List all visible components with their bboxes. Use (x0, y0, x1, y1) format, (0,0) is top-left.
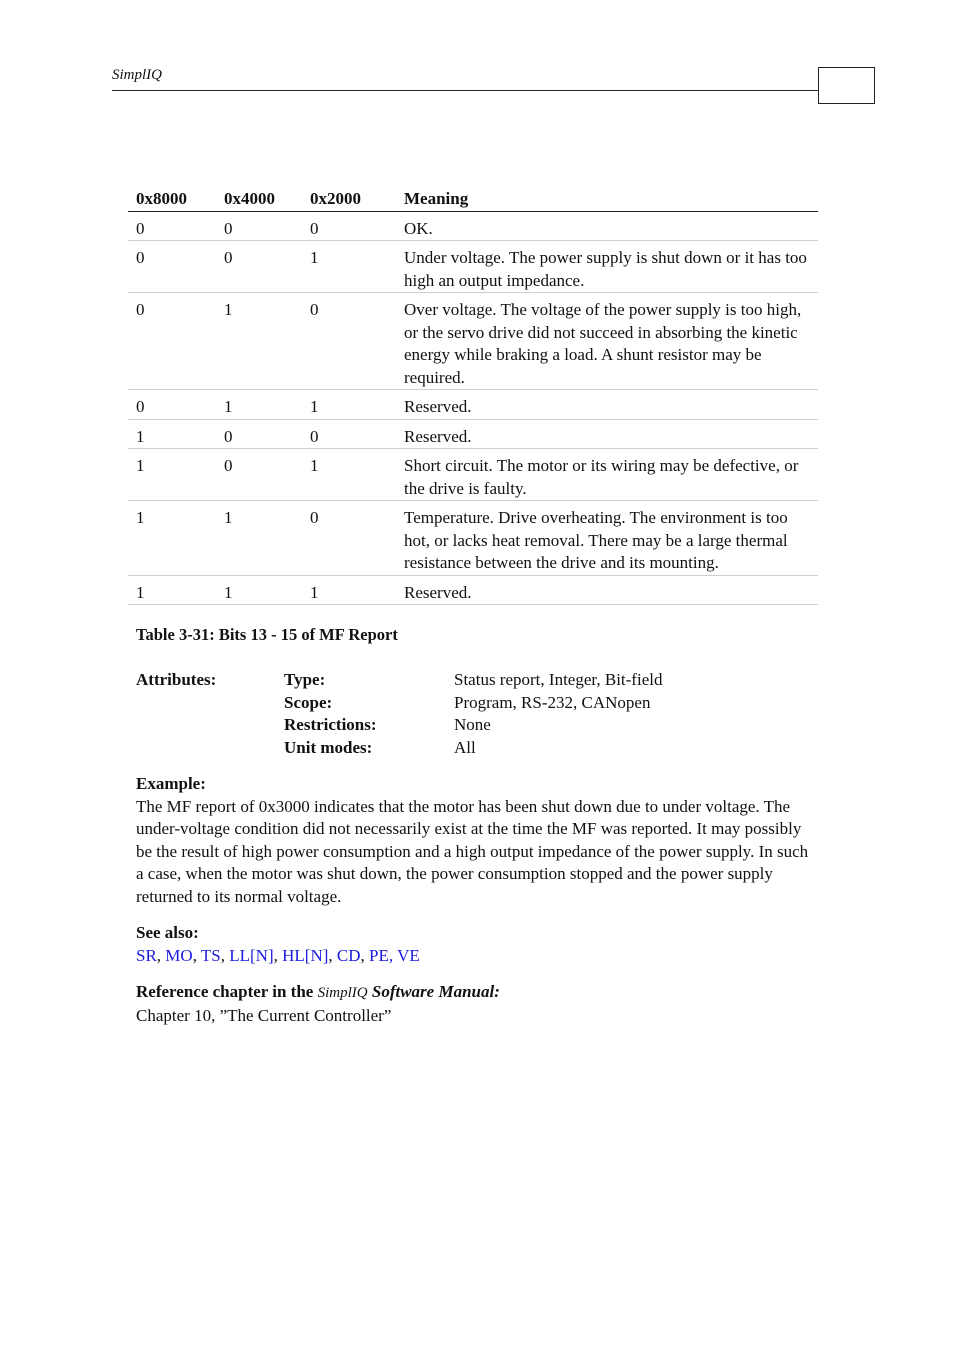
table-row (128, 390, 818, 420)
example-title: Example: (136, 774, 206, 793)
reference-section (136, 981, 818, 1027)
reference-prefix: Reference chapter in the (136, 982, 318, 1001)
link-mo[interactable]: MO (165, 945, 193, 965)
example-section (136, 773, 818, 908)
table-cell: 0 (128, 390, 216, 420)
page-number-box (818, 67, 875, 104)
table-cell: Over voltage. The voltage of the power supply is too high, or the servo drive did not succeed in absorbing the kinetic energy while braking a load. A shunt resistor may be required. (396, 293, 818, 390)
table-cell: 0 (128, 241, 216, 293)
table-cell: 0 (302, 293, 396, 390)
header-brand: SimplIQ (112, 67, 162, 83)
table-cell: 0 (216, 419, 302, 449)
link-ve[interactable]: VE (397, 945, 420, 965)
table-cell: 0 (128, 293, 216, 390)
attribute-value: All (454, 737, 476, 757)
attribute-value: Program, RS-232, CANopen (454, 692, 651, 712)
table-cell: Short circuit. The motor or its wiring may be defective, or the drive is faulty. (396, 449, 818, 501)
table-row (128, 575, 818, 605)
mf-bits-table (128, 186, 818, 605)
attribute-key: Type: (284, 670, 326, 689)
attribute-key: Scope: (284, 692, 333, 712)
table-cell: 1 (216, 575, 302, 605)
main-content (128, 186, 818, 1027)
table-cell: Reserved. (396, 419, 818, 449)
table-cell: 0 (302, 501, 396, 576)
see-also-section (136, 922, 818, 967)
table-cell: Reserved. (396, 390, 818, 420)
example-text: The MF report of 0x3000 indicates that the motor has been shut down due to under voltage. The under-voltage condition did not necessarily exist at the time the MF was reported. It may possibly be the result of high power consumption and a high output impedance of the power supply. In such a case, when the motor was shut down, the power consumption stopped and the power supply returned to its normal voltage. (136, 796, 809, 906)
table-cell: 1 (128, 501, 216, 576)
table-cell: 0 (302, 211, 396, 241)
table-cell: 1 (128, 449, 216, 501)
table-cell: Reserved. (396, 575, 818, 605)
reference-manual: Software Manual: (371, 982, 500, 1001)
link-sr[interactable]: SR (136, 945, 157, 965)
see-also-title: See also: (136, 923, 199, 942)
table-row (128, 241, 818, 293)
table-cell: 1 (302, 449, 396, 501)
table-cell: 0 (302, 419, 396, 449)
header-rule (112, 90, 818, 91)
column-header: 0x8000 (128, 186, 216, 211)
table-cell: 1 (128, 419, 216, 449)
table-cell: 0 (216, 211, 302, 241)
table-cell: 1 (302, 390, 396, 420)
table-row (128, 293, 818, 390)
link-sep: , (388, 945, 398, 965)
table-cell: Under voltage. The power supply is shut down or it has too high an output impedance. (396, 241, 818, 293)
table-cell: 0 (128, 211, 216, 241)
table-cell: Temperature. Drive overheating. The environment is too hot, or lacks heat removal. There may be a large thermal resistance between the drive and its mounting. (396, 501, 818, 576)
attribute-key: Restrictions: (284, 715, 377, 734)
table-row (128, 211, 818, 241)
table-cell: 0 (216, 241, 302, 293)
link-cd[interactable]: CD (336, 945, 361, 965)
table-cell: OK. (396, 211, 818, 241)
see-also-links: SR, MO, TS, LL[N], HL[N], CD, PE, VE (136, 945, 420, 965)
column-header: 0x4000 (216, 186, 302, 211)
link-ll[interactable]: LL[N] (229, 945, 274, 965)
column-header: Meaning (396, 186, 818, 211)
column-header: 0x2000 (302, 186, 396, 211)
table-row (128, 449, 818, 501)
table-row (128, 501, 818, 576)
table-cell: 1 (302, 241, 396, 293)
table-cell: 1 (216, 390, 302, 420)
table-cell: 1 (128, 575, 216, 605)
link-pe[interactable]: PE (369, 945, 389, 965)
table-cell: 1 (216, 293, 302, 390)
table-header-row (128, 186, 818, 211)
table-cell: 1 (216, 501, 302, 576)
table-caption: Table 3-31: Bits 13 - 15 of MF Report (136, 625, 398, 644)
table-row (128, 419, 818, 449)
table-cell: 0 (216, 449, 302, 501)
attribute-key: Unit modes: (284, 737, 373, 757)
attribute-value: None (454, 715, 491, 734)
attributes-block (136, 669, 818, 759)
link-hl[interactable]: HL[N] (282, 945, 329, 965)
table-cell: 1 (302, 575, 396, 605)
link-ts[interactable]: TS (200, 945, 221, 965)
reference-chapter: Chapter 10, ”The Current Controller” (136, 1005, 392, 1025)
attributes-label: Attributes: (136, 670, 217, 689)
reference-title (136, 981, 818, 1005)
reference-brand: SimplIQ (317, 985, 368, 1001)
attribute-value: Status report, Integer, Bit-field (454, 670, 663, 689)
